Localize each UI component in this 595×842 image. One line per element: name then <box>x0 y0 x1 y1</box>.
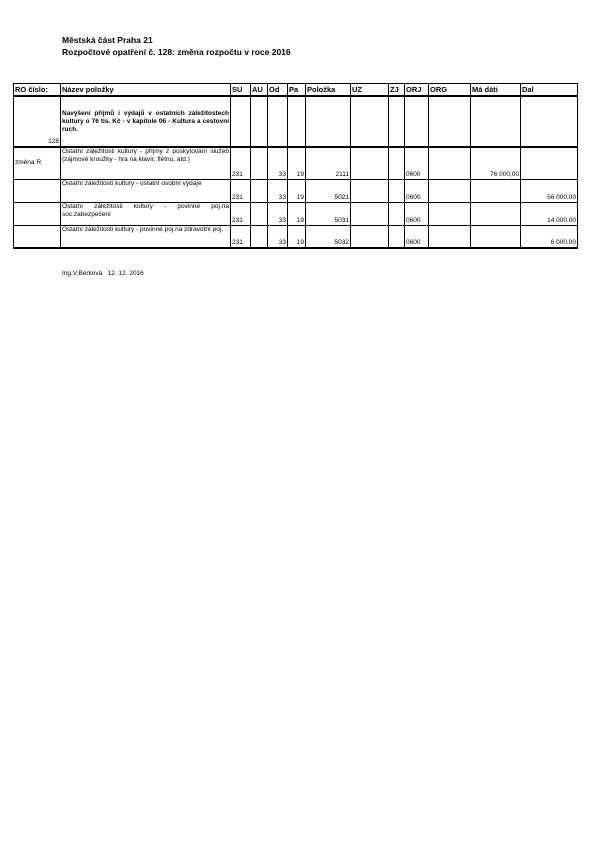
row-su: 231 <box>231 202 251 225</box>
col-header-dal: Dal <box>521 84 578 97</box>
col-header-su: SU <box>231 84 251 97</box>
row-od: 33 <box>268 202 288 225</box>
row-od: 33 <box>268 179 288 202</box>
row-nazev: Ostatní záležitosti kultury - povinné poj.na zdravotní poj. <box>61 225 231 248</box>
col-header-polozka: Položka <box>306 84 351 97</box>
row-su: 231 <box>231 179 251 202</box>
row-dal: 56 000,00 <box>521 179 578 202</box>
row-polozka: 2111 <box>306 147 351 179</box>
row-orj: 0600 <box>405 202 429 225</box>
row-ma-dati: 76 000,00 <box>471 147 521 179</box>
col-header-ma-dati: Má dáti <box>471 84 521 97</box>
col-header-pa: Pa <box>288 84 306 97</box>
row-dal: 14 000,00 <box>521 202 578 225</box>
document-header <box>62 34 291 58</box>
row-dal <box>521 147 578 179</box>
row-su: 231 <box>231 225 251 248</box>
row-nazev: Ostatní záležitosti kultury - příjmy z poskytování služeb (zájmové kroužky - hra na klavír, flétnu, atd.) <box>61 147 231 179</box>
row-nazev: Ostatní záležitosti kultury - ostatní osobní výdaje <box>61 179 231 202</box>
header-organization: Městská část Praha 21 <box>62 35 153 45</box>
row-od: 33 <box>268 147 288 179</box>
row-ma-dati <box>471 202 521 225</box>
row-pa: 19 <box>288 202 306 225</box>
row-orj: 0600 <box>405 147 429 179</box>
header-title: Rozpočtové opatření č. 128: změna rozpočtu v roce 2016 <box>62 47 291 57</box>
row-pa: 19 <box>288 225 306 248</box>
col-header-orj: ORJ <box>405 84 429 97</box>
col-header-nazev: Název položky <box>61 84 231 97</box>
document-footer <box>62 270 144 277</box>
row-od: 33 <box>268 225 288 248</box>
col-header-uz: UZ <box>351 84 389 97</box>
footer-date: 12. 12. 2016 <box>107 270 144 277</box>
row-orj: 0600 <box>405 225 429 248</box>
row-dal: 6 000,00 <box>521 225 578 248</box>
table-title-row <box>14 96 578 147</box>
row-pa: 19 <box>288 147 306 179</box>
row-nazev: Ostatní záležitosti kultury - povinné poj.na soc.zabezpečení <box>61 202 231 225</box>
row-su: 231 <box>231 147 251 179</box>
row-ro <box>14 202 61 225</box>
col-header-zj: ZJ <box>389 84 405 97</box>
row-ro <box>14 179 61 202</box>
ro-description: Navýšení příjmů i výdajů v ostatních záležitostech kultury o 76 tis. Kč - v kapitole 06 - Kultura a cestovní ruch. <box>61 96 231 147</box>
row-ro: změna R <box>14 147 61 179</box>
row-polozka: 5032 <box>306 225 351 248</box>
ro-number: 128 <box>14 96 61 147</box>
budget-table <box>13 83 578 249</box>
col-header-ro: RO číslo: <box>14 84 61 97</box>
table-row <box>14 202 578 225</box>
col-header-od: Od <box>268 84 288 97</box>
row-pa: 19 <box>288 179 306 202</box>
row-ma-dati <box>471 225 521 248</box>
table-row <box>14 179 578 202</box>
row-ma-dati <box>471 179 521 202</box>
table-row <box>14 225 578 248</box>
row-ro <box>14 225 61 248</box>
row-polozka: 5021 <box>306 179 351 202</box>
col-header-au: AU <box>251 84 268 97</box>
row-orj: 0600 <box>405 179 429 202</box>
row-polozka: 5031 <box>306 202 351 225</box>
table-row <box>14 147 578 179</box>
table-header-row <box>14 84 578 97</box>
col-header-org: ORG <box>429 84 471 97</box>
footer-author: Ing.V.Berková <box>62 270 103 277</box>
